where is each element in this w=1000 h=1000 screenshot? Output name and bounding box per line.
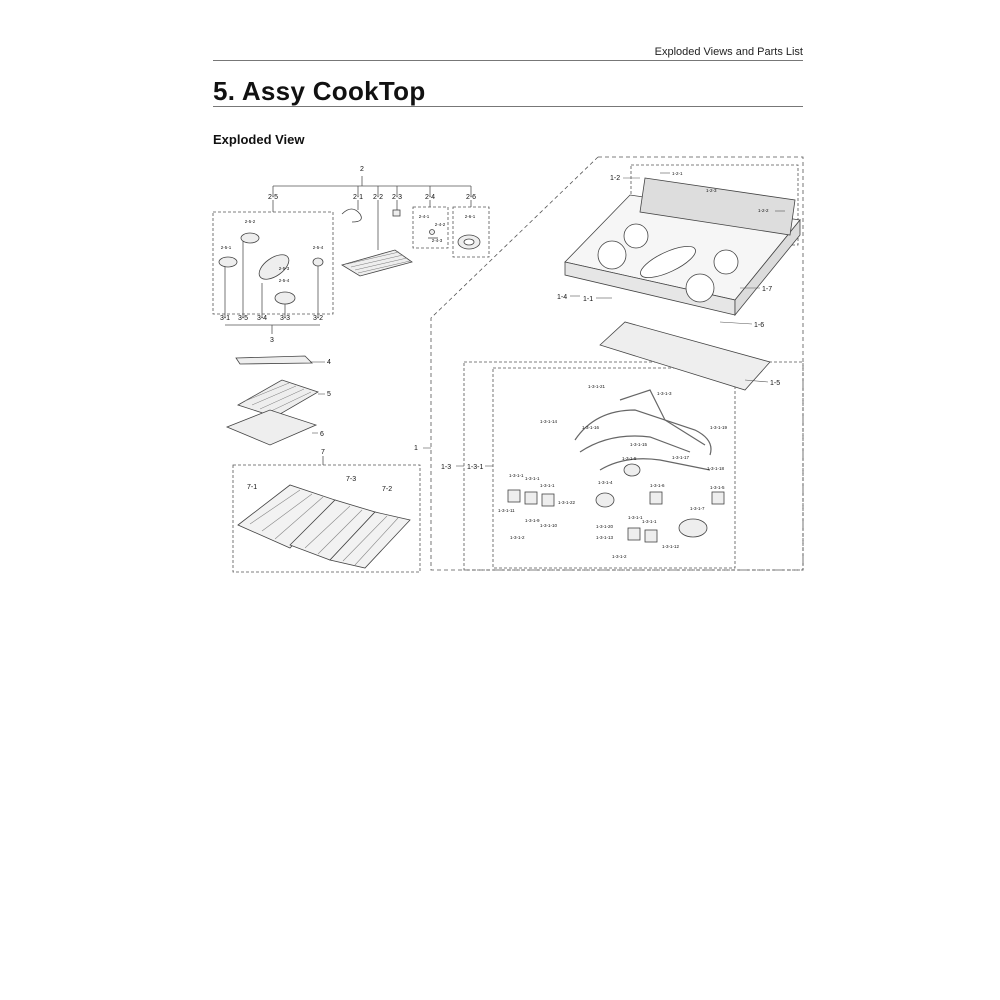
label-1-3-1-17: 1-3-1-17	[672, 455, 690, 460]
label-1-2: 1-2	[610, 175, 621, 182]
label-1-3-1-2b: 1-3-1-2	[612, 554, 627, 559]
label-1-3-1-2: 1-3-1-2	[510, 535, 525, 540]
label-2-4: 2-4	[424, 194, 436, 201]
label-1-3-1-1b: 1-3-1-1	[525, 476, 540, 481]
label-3-2: 3-2	[312, 315, 324, 322]
label-2-1: 2-1	[352, 194, 364, 201]
label-2-5-4: 2-5-4	[312, 245, 324, 250]
label-2-4-1: 2-4-1	[418, 214, 430, 219]
label-2-6: 2-6	[465, 194, 477, 201]
label-7-1: 7-1	[247, 484, 258, 491]
label-1-5: 1-5	[770, 380, 781, 387]
label-1-3-1-3: 1-3-1-3	[657, 391, 672, 396]
label-1-3-1-15: 1-3-1-15	[630, 442, 648, 447]
label-1-3-1-16: 1-3-1-16	[582, 425, 600, 430]
label-1-3-1: 1-3-1	[467, 464, 484, 471]
label-2-3: 2-3	[391, 194, 403, 201]
label-1-3-1-1a: 1-3-1-1	[509, 473, 524, 478]
label-1-3-1-12: 1-3-1-12	[662, 544, 680, 549]
label-3-3: 3-3	[279, 315, 291, 322]
label-1-2-2: 1-2-2	[758, 208, 769, 213]
label-1-2-3: 1-2-3	[706, 188, 717, 193]
label-1-3-1-5b: 1-3-1-5	[710, 485, 725, 490]
label-1-3-1-1e: 1-3-1-1	[642, 519, 657, 524]
label-1-3-1-1d: 1-3-1-1	[628, 515, 643, 520]
label-3-1: 3-1	[219, 315, 231, 322]
label-5: 5	[327, 391, 331, 398]
label-1-3-1-22: 1-3-1-22	[558, 500, 576, 505]
label-4: 4	[327, 359, 331, 366]
label-1-7: 1-7	[762, 286, 773, 293]
label-2-5-3: 2-5-3	[278, 266, 290, 271]
label-1-6: 1-6	[754, 322, 765, 329]
label-1-3-1-7: 1-3-1-7	[690, 506, 705, 511]
label-2-6-1: 2-6-1	[464, 214, 476, 219]
label-1: 1	[414, 445, 418, 452]
label-1-3-1-14: 1-3-1-14	[540, 419, 558, 424]
label-1-1: 1-1	[583, 296, 594, 303]
label-6: 6	[320, 431, 324, 438]
label-1-3-1-4: 1-3-1-4	[598, 480, 613, 485]
label-3: 3	[270, 337, 274, 344]
label-1-4: 1-4	[557, 294, 568, 301]
label-1-3-1-1c: 1-3-1-1	[540, 483, 555, 488]
label-3-4: 3-4	[256, 315, 268, 322]
label-1-3: 1-3	[441, 464, 452, 471]
section-title: Exploded View	[213, 132, 305, 147]
label-1-3-1-11: 1-3-1-11	[498, 508, 515, 513]
label-3-5: 3-5	[237, 315, 249, 322]
label-1-2-1: 1-2-1	[672, 171, 683, 176]
label-1-3-1-19: 1-3-1-19	[710, 425, 728, 430]
label-1-3-1-9: 1-3-1-9	[525, 518, 540, 523]
label-2-5-1: 2-5-1	[220, 245, 232, 250]
label-1-3-1-20: 1-3-1-20	[596, 524, 614, 529]
page-title: 5. Assy CookTop	[213, 76, 426, 106]
label-7: 7	[321, 449, 325, 456]
label-7-3: 7-3	[346, 476, 357, 483]
label-2-5-2: 2-5-2	[244, 219, 256, 224]
label-2-2: 2-2	[372, 194, 384, 201]
label-7-2: 7-2	[382, 486, 393, 493]
label-1-3-1-6: 1-3-1-6	[650, 483, 665, 488]
label-2: 2	[360, 166, 364, 173]
label-2-4-3: 2-4-3	[431, 238, 443, 243]
running-header: Exploded Views and Parts List	[654, 46, 803, 58]
label-2-5: 2-5	[267, 194, 279, 201]
label-2-4-2: 2-4-2	[434, 222, 446, 227]
label-1-3-1-5: 1-3-1-5	[622, 456, 637, 461]
label-1-3-1-18: 1-3-1-18	[707, 466, 725, 471]
label-1-3-1-10: 1-3-1-10	[540, 523, 558, 528]
label-2-5-4b: 2-5-4	[278, 278, 290, 283]
label-1-3-1-13: 1-3-1-13	[596, 535, 614, 540]
label-1-3-1-21: 1-3-1-21	[588, 384, 606, 389]
